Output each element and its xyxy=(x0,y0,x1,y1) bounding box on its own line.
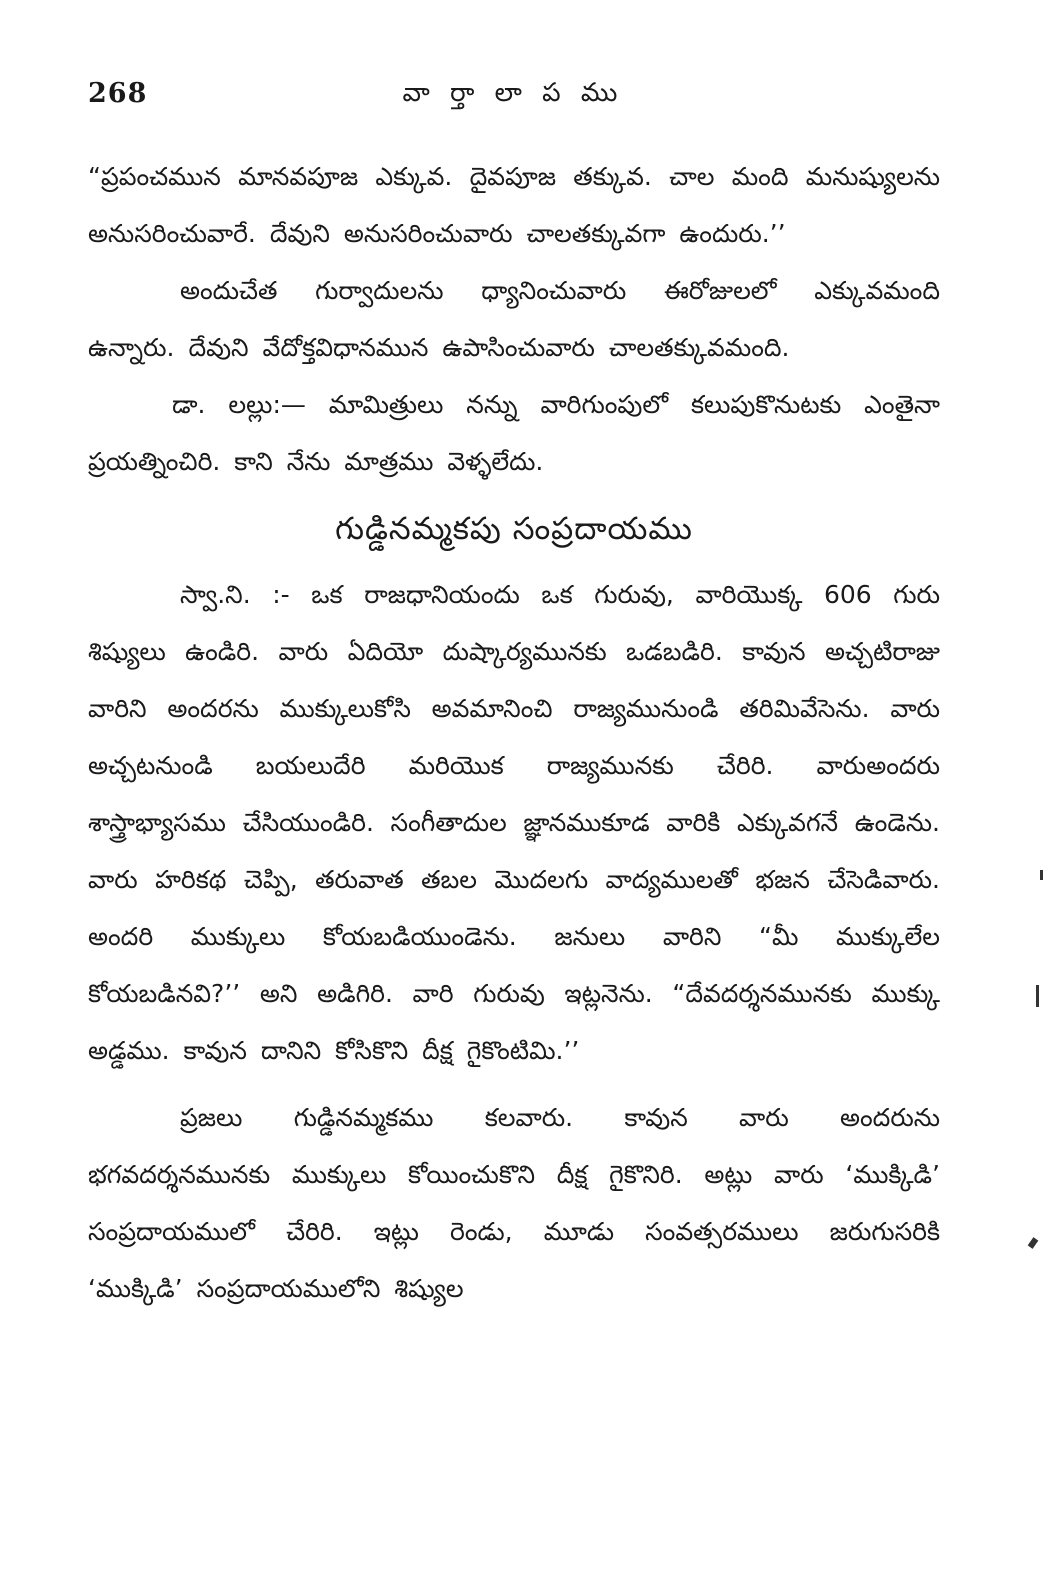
section-heading: గుడ్డినమ్మకపు సంప్రదాయము xyxy=(335,511,693,547)
scan-mark xyxy=(1040,870,1043,880)
paragraph-story: స్వా.ని. :- ఒక రాజధానియందు ఒక గురువు, వారియొక్క 606 గురు శిష్యులు ఉండిరి. వారు ఏదియో దుష్కార్యమునకు ఒడబడిరి. కావున అచ్చటిరాజు వారిని అందరను ముక్కులుకోసి అవమానించి రాజ్యమునుండి తరిమివేసెను. వారు అచ్చటనుండి బయలుదేరి మరియొక రాజ్యమునకు చేరిరి. వారుఅందరు శాస్త్రాభ్యాసము చేసియుండిరి. సంగీతాదుల జ్ఞానముకూడ వారికి ఎక్కువగనే ఉండెను. వారు హరికథ చెప్పి, తరువాత తబల మొదలగు వాద్యములతో భజన చేసెడివారు. అందరి ముక్కులు కోయబడియుండెను. జనులు వారిని “మీ ముక్కులేల కోయబడినవి?’’ అని అడిగిరి. వారి గురువు ఇట్లనెను. “దేవదర్శనమునకు ముక్కు అడ్డము. కావున దానిని కోసికొని దీక్ష గైకొంటిమి.’’ xyxy=(88,580,940,1065)
paragraph-conclusion: ప్రజలు గుడ్డినమ్మకము కలవారు. కావున వారు అందరును భగవదర్శనమునకు ముక్కులు కోయించుకొని దీక్ష గైకొనిరి. అట్లు వారు ‘ముక్కిడి’ సంప్రదాయములో చేరిరి. ఇట్లు రెండు, మూడు సంవత్సరములు జరుగుసరికి ‘ముక్కిడి’ సంప్రదాయములోని శిష్యుల xyxy=(88,1103,940,1303)
paragraph-2: అందుచేత గుర్వాదులను ధ్యానించువారు ఈరోజులలో ఎక్కువమంది ఉన్నారు. దేవుని వేదోక్తవిధానమున ఉపాసించువారు చాలతక్కువమంది. xyxy=(88,276,940,362)
page-body xyxy=(88,148,940,1317)
paragraph-dialogue: డా. లల్లు:— మామిత్రులు నన్ను వారిగుంపులో కలుపుకొనుటకు ఎంతైనా ప్రయత్నించిరి. కాని నేను మాత్రము వెళ్ళలేదు. xyxy=(88,390,940,476)
paragraph-quote: “ప్రపంచమున మానవపూజ ఎక్కువ. దైవపూజ తక్కువ. చాల మంది మనుష్యులను అనుసరించువారే. దేవుని అనుసరించువారు చాలతక్కువగా ఉందురు.’’ xyxy=(88,162,940,248)
paragraph-gap xyxy=(88,1079,940,1089)
running-title: వా ర్తా లా ప ము xyxy=(402,78,624,108)
page-header xyxy=(88,78,938,128)
scan-mark xyxy=(1028,1237,1039,1249)
page-number: 268 xyxy=(88,78,148,109)
scan-mark xyxy=(1036,985,1039,1007)
